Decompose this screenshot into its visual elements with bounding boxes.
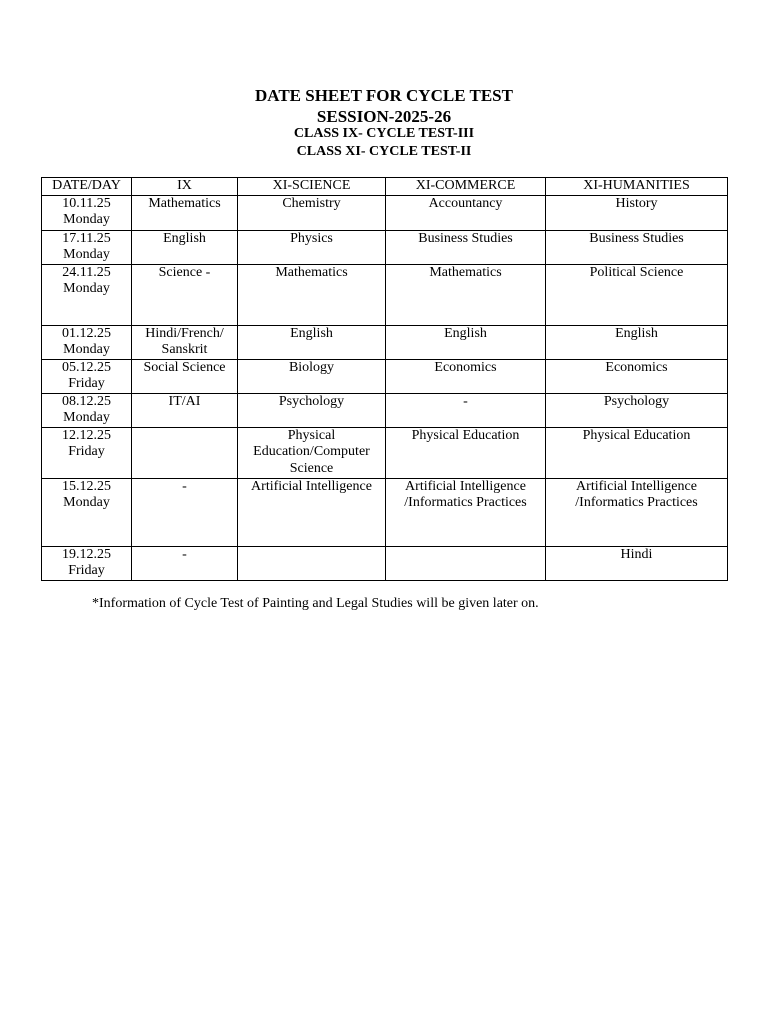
xi-science-cell: Mathematics — [238, 264, 386, 325]
day-text: Friday — [68, 444, 105, 459]
ix-cell: Science - — [132, 264, 238, 325]
xi-commerce-cell: - — [386, 393, 546, 427]
day-text: Monday — [63, 212, 110, 227]
date-day-cell — [42, 546, 132, 580]
table-row — [42, 359, 728, 393]
date-day-cell — [42, 195, 132, 230]
xi-humanities-cell: Physical Education — [546, 427, 728, 478]
ix-cell: Hindi/French/ Sanskrit — [132, 325, 238, 359]
table-row — [42, 230, 728, 264]
date-text: 24.11.25 — [62, 264, 111, 280]
ix-cell: English — [132, 230, 238, 264]
table-row — [42, 546, 728, 580]
xi-commerce-cell: Artificial Intelligence /Informatics Practices — [386, 478, 546, 546]
xi-science-cell: Physical Education/Computer Science — [238, 427, 386, 478]
day-text: Monday — [63, 247, 110, 262]
xi-science-cell: English — [238, 325, 386, 359]
date-day-cell — [42, 393, 132, 427]
xi-humanities-cell: Psychology — [546, 393, 728, 427]
date-day-cell — [42, 325, 132, 359]
date-text: 15.12.25 — [62, 478, 111, 494]
document-title: DATE SHEET FOR CYCLE TEST — [255, 86, 513, 105]
date-day-cell — [42, 359, 132, 393]
xi-humanities-cell: History — [546, 195, 728, 230]
column-header-xi-science: XI-SCIENCE — [238, 178, 386, 196]
date-text: 10.11.25 — [62, 195, 111, 211]
date-text: 05.12.25 — [62, 359, 111, 375]
xi-humanities-cell: Business Studies — [546, 230, 728, 264]
ix-cell: - — [132, 546, 238, 580]
xi-commerce-cell: Business Studies — [386, 230, 546, 264]
ix-cell: - — [132, 478, 238, 546]
date-day-cell — [42, 264, 132, 325]
date-text: 17.11.25 — [62, 230, 111, 246]
footnote: *Information of Cycle Test of Painting and Legal Studies will be given later on. — [92, 596, 539, 611]
xi-science-cell: Physics — [238, 230, 386, 264]
day-text: Monday — [63, 410, 110, 425]
xi-commerce-cell: English — [386, 325, 546, 359]
date-day-cell — [42, 478, 132, 546]
session-line: SESSION-2025-26 — [316, 107, 452, 126]
class-ix-line: CLASS IX- CYCLE TEST-III — [293, 126, 475, 141]
table-row — [42, 427, 728, 478]
date-text: 08.12.25 — [62, 393, 111, 409]
xi-commerce-cell: Mathematics — [386, 264, 546, 325]
date-text: 01.12.25 — [62, 325, 111, 341]
table-row — [42, 195, 728, 230]
column-header-date-day: DATE/DAY — [42, 178, 132, 196]
ix-cell: IT/AI — [132, 393, 238, 427]
date-sheet-table — [41, 177, 728, 581]
xi-commerce-cell: Economics — [386, 359, 546, 393]
day-text: Friday — [68, 563, 105, 578]
column-header-xi-commerce: XI-COMMERCE — [386, 178, 546, 196]
class-xi-line: CLASS XI- CYCLE TEST-II — [296, 144, 472, 159]
table-row — [42, 264, 728, 325]
date-day-cell — [42, 427, 132, 478]
xi-science-cell: Artificial Intelligence — [238, 478, 386, 546]
date-text: 12.12.25 — [62, 427, 111, 443]
table-row — [42, 325, 728, 359]
xi-humanities-cell: Political Science — [546, 264, 728, 325]
column-header-ix: IX — [132, 178, 238, 196]
table-row — [42, 478, 728, 546]
day-text: Monday — [63, 281, 110, 296]
xi-commerce-cell: Physical Education — [386, 427, 546, 478]
ix-cell: Social Science — [132, 359, 238, 393]
column-header-xi-humanities: XI-HUMANITIES — [546, 178, 728, 196]
xi-humanities-cell: English — [546, 325, 728, 359]
day-text: Monday — [63, 342, 110, 357]
date-day-cell — [42, 230, 132, 264]
day-text: Friday — [68, 376, 105, 391]
day-text: Monday — [63, 495, 110, 510]
xi-science-cell: Chemistry — [238, 195, 386, 230]
xi-science-cell: Biology — [238, 359, 386, 393]
table-row — [42, 393, 728, 427]
xi-science-cell — [238, 546, 386, 580]
xi-humanities-cell: Hindi — [546, 546, 728, 580]
ix-cell: Mathematics — [132, 195, 238, 230]
table-header-row — [42, 178, 728, 196]
date-text: 19.12.25 — [62, 546, 111, 562]
ix-cell — [132, 427, 238, 478]
xi-humanities-cell: Artificial Intelligence /Informatics Practices — [546, 478, 728, 546]
xi-commerce-cell — [386, 546, 546, 580]
xi-science-cell: Psychology — [238, 393, 386, 427]
xi-humanities-cell: Economics — [546, 359, 728, 393]
xi-commerce-cell: Accountancy — [386, 195, 546, 230]
